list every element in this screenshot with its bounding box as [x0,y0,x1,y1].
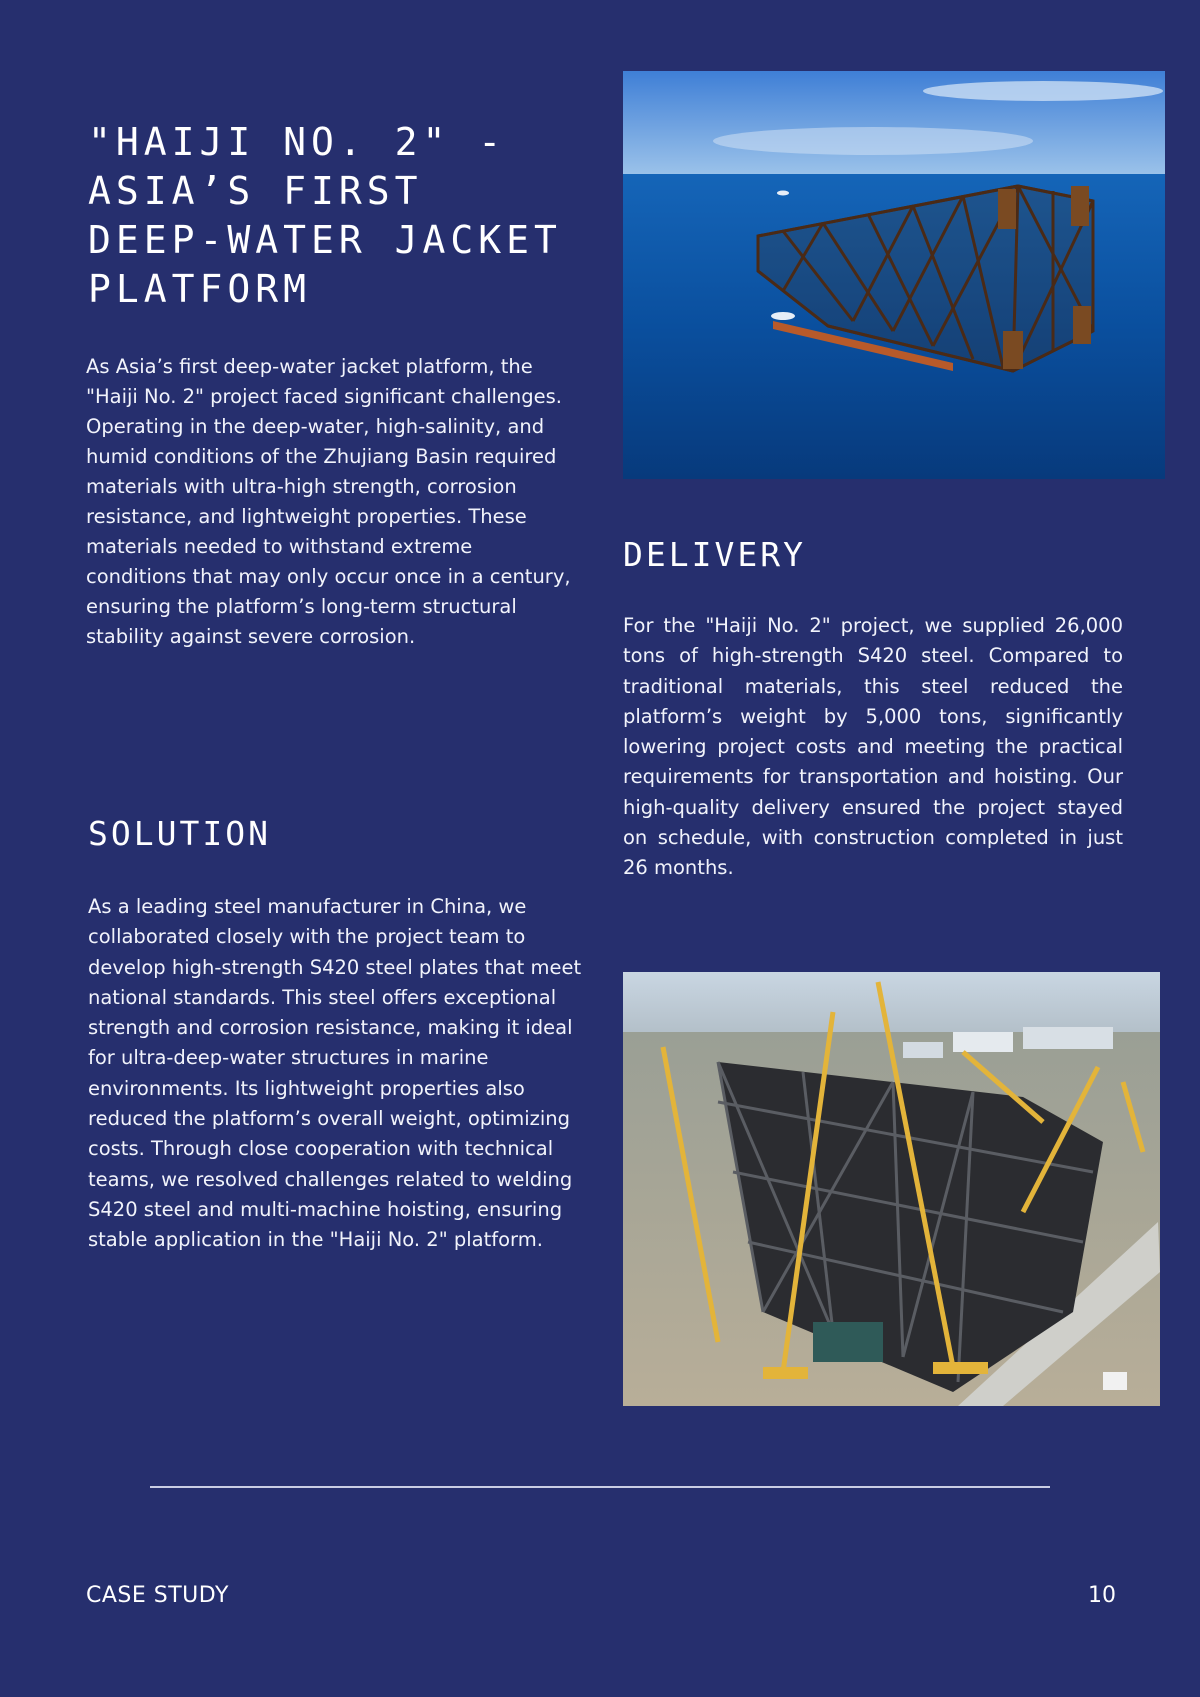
platform-at-sea-photo [623,71,1165,479]
footer-divider [150,1486,1050,1488]
page-number: 10 [1088,1583,1116,1608]
footer-label: CASE STUDY [86,1583,229,1608]
solution-paragraph: As a leading steel manufacturer in China, we collaborated closely with the project team to develop high-strength S420 steel plates that meet national standards. This steel offers exceptional strength and corrosion resistance, making it ideal for ultra-deep-water structures in marine environments. Its lightweight properties also reduced the platform’s overall weight, optimizing costs. Through close cooperation with technical teams, we resolved challenges related to welding S420 steel and multi-machine hoisting, ensuring stable application in the "Haiji No. 2" platform. [88,895,582,1252]
page-title: "HAIJI NO. 2" - ASIA’S FIRST DEEP-WATER JACKET PLATFORM [88,120,562,311]
delivery-paragraph: For the "Haiji No. 2" project, we supplied 26,000 tons of high-strength S420 steel. Compared to traditional materials, this steel reduced the platform’s weight by 5,000 tons, significantly lowering project costs and meeting the practical requirements for transportation and hoisting. Our high-quality delivery ensured the project stayed on schedule, with construction completed in just 26 months. [623,614,1123,880]
solution-heading: SOLUTION [88,814,271,853]
delivery-heading: DELIVERY [623,535,806,574]
construction-site-photo [623,972,1160,1406]
intro-paragraph: As Asia’s first deep-water jacket platform, the "Haiji No. 2" project faced significant challenges. Operating in the deep-water, high-salinity, and humid conditions of the Zhujiang Basin required materials with ultra-high strength, corrosion resistance, and lightweight properties. These materials needed to withstand extreme conditions that may only occur once in a century, ensuring the platform’s long-term structural stability against severe corrosion. [86,355,571,648]
